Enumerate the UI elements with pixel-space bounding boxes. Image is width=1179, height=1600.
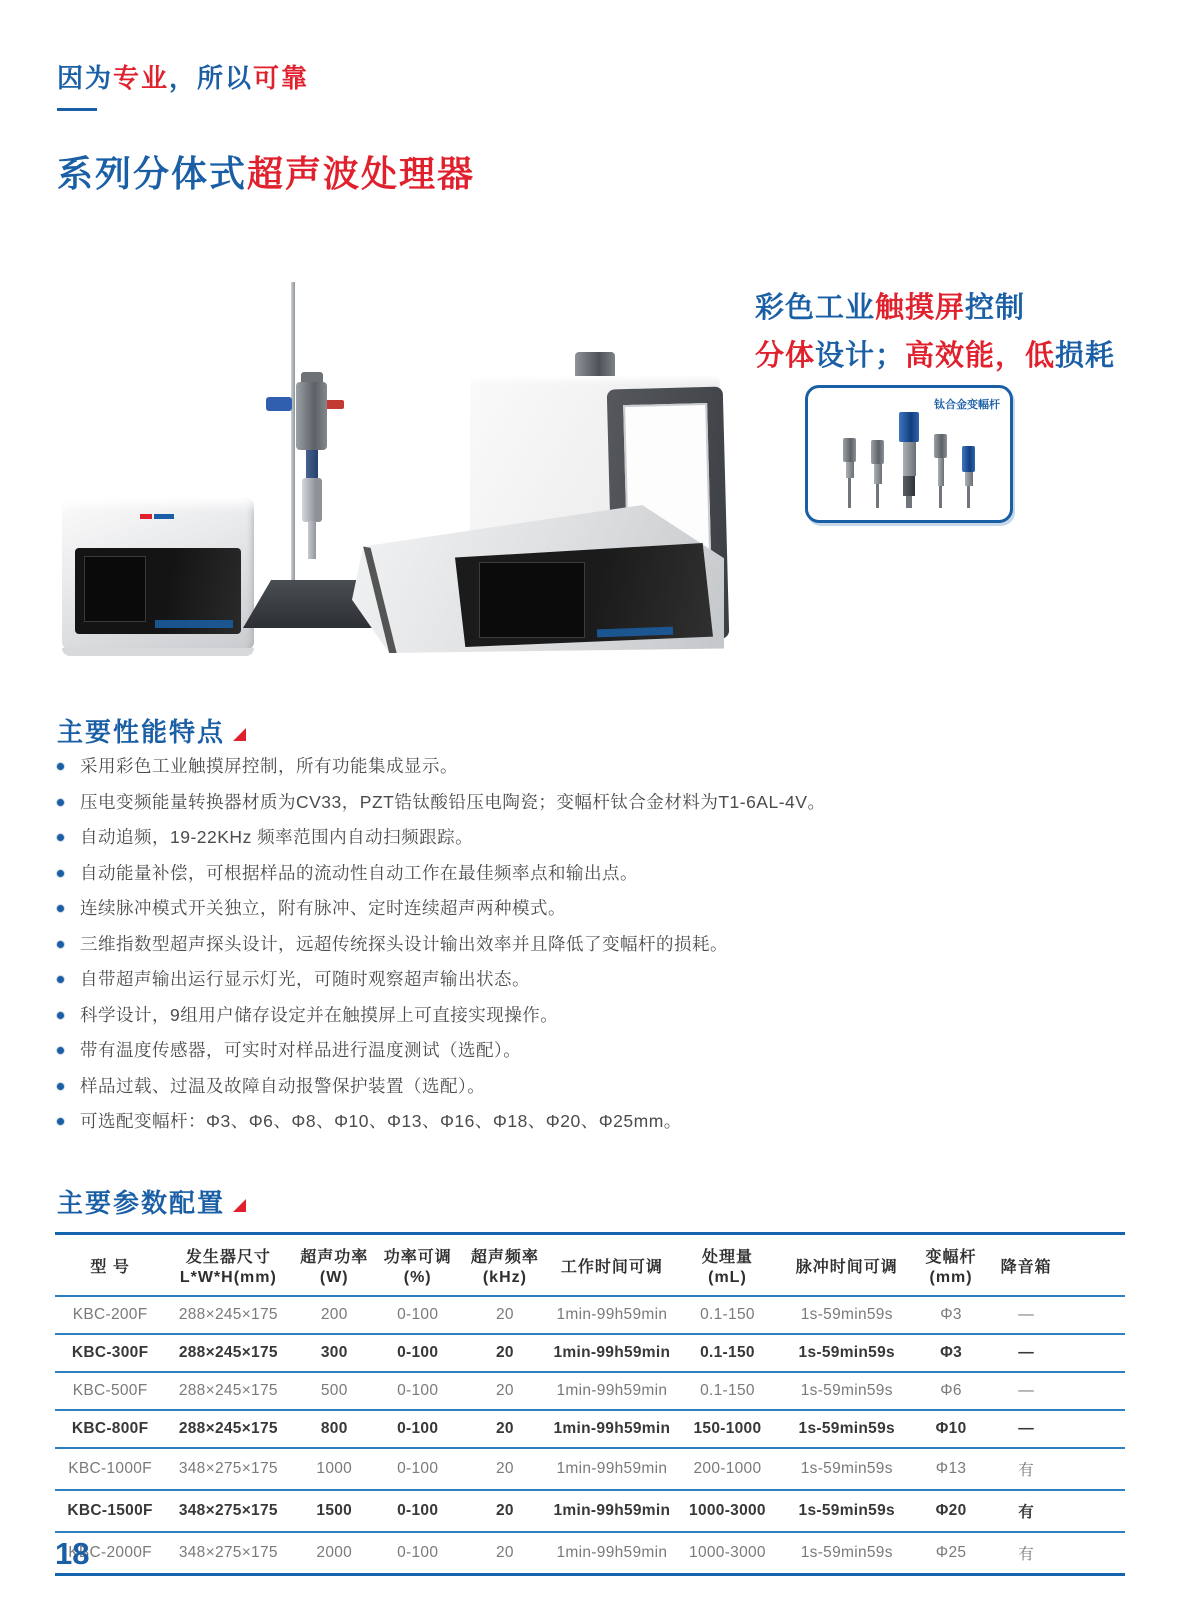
stand-rod <box>291 282 295 622</box>
table-cell: 1000-3000 <box>689 1544 766 1561</box>
text-segment: 损耗 <box>1055 340 1116 372</box>
table-cell: 0-100 <box>397 1502 439 1519</box>
table-cell: 20 <box>495 1544 514 1561</box>
probe-icon <box>871 440 884 508</box>
column-header: 工作时间可调 <box>560 1259 663 1276</box>
feature-item <box>57 756 1117 777</box>
column-header: 处理量 (mL) <box>701 1249 753 1286</box>
table-row <box>55 1372 1125 1410</box>
hero-headline <box>755 284 1115 380</box>
text-segment: 触摸屏 <box>875 292 966 324</box>
table-cell: — <box>1018 1306 1034 1323</box>
horn-upper <box>302 478 322 522</box>
feature-item <box>57 827 1117 848</box>
table-cell: 1s-59min59s <box>800 1306 893 1323</box>
hero-headline-line2 <box>755 332 1115 380</box>
table-cell: 1000 <box>316 1460 353 1477</box>
table-cell: 288×245×175 <box>178 1420 278 1437</box>
hero-headline-line1 <box>755 284 1115 332</box>
bullet-icon <box>57 870 64 877</box>
spec-table-container <box>55 1232 1125 1576</box>
generator-front-panel <box>75 548 241 634</box>
table-cell: — <box>1018 1420 1034 1437</box>
table-cell: 200 <box>320 1306 348 1323</box>
feature-text: 样品过载、过温及故障自动报警保护装置（选配）。 <box>80 1075 486 1096</box>
text-segment: 设计； <box>815 340 906 372</box>
text-segment: 可靠 <box>253 63 310 93</box>
table-cell: 0-100 <box>397 1420 439 1437</box>
feature-item <box>57 969 1117 990</box>
table-cell: Φ25 <box>935 1544 967 1561</box>
triangle-marker-icon <box>233 1199 246 1212</box>
wedge-touchscreen <box>479 562 585 638</box>
table-cell: 1s-59min59s <box>798 1420 895 1437</box>
table-cell: 20 <box>495 1306 514 1323</box>
text-segment: ，所以 <box>169 63 254 93</box>
probe-icon <box>899 412 919 508</box>
table-cell: 0-100 <box>397 1344 439 1361</box>
probe-icon <box>934 434 947 508</box>
table-cell: Φ13 <box>935 1460 967 1477</box>
table-row <box>55 1448 1125 1490</box>
table-cell: KBC-800F <box>71 1420 149 1437</box>
table-cell: 288×245×175 <box>178 1382 278 1399</box>
bullet-icon <box>57 941 64 948</box>
table-cell: 800 <box>320 1420 348 1437</box>
feature-text: 连续脉冲模式开关独立，附有脉冲、定时连续超声两种模式。 <box>80 898 566 918</box>
table-cell: 200-1000 <box>693 1460 762 1477</box>
text-segment: 专业 <box>113 63 170 93</box>
table-cell: KBC-500F <box>72 1382 148 1399</box>
feature-text: 带有温度传感器，可实时对样品进行温度测试（选配）。 <box>80 1040 522 1060</box>
touchscreen <box>84 556 146 622</box>
feature-item <box>57 1005 1117 1026</box>
bullet-icon <box>57 1012 64 1019</box>
table-cell: 0.1-150 <box>700 1382 755 1399</box>
table-cell: 1min-99h59min <box>556 1460 668 1477</box>
feature-text: 可选配变幅杆：Φ3、Φ6、Φ8、Φ10、Φ13、Φ16、Φ18、Φ20、Φ25mm。 <box>80 1111 682 1131</box>
table-row <box>55 1490 1125 1532</box>
table-cell: 1min-99h59min <box>556 1382 668 1399</box>
feature-text: 自动能量补偿，可根据样品的流动性自动工作在最佳频率点和输出点。 <box>80 862 638 883</box>
feature-item <box>57 1076 1117 1097</box>
table-cell: 1min-99h59min <box>556 1544 668 1561</box>
table-cell: 有 <box>1018 1504 1034 1521</box>
table-cell: 20 <box>495 1502 514 1519</box>
text-segment: 彩色工业 <box>755 292 876 324</box>
text-segment: 因为 <box>57 63 114 93</box>
generator-device <box>62 498 254 650</box>
transducer-neck <box>306 450 318 478</box>
text-segment: 分体 <box>755 340 816 372</box>
table-row <box>55 1410 1125 1448</box>
feature-item <box>57 863 1117 884</box>
table-cell: Φ3 <box>940 1344 963 1361</box>
table-cell: 0-100 <box>397 1460 439 1477</box>
bullet-icon <box>57 905 64 912</box>
feature-item <box>57 1040 1117 1061</box>
table-cell: 1s-59min59s <box>800 1382 893 1399</box>
feature-text: 采用彩色工业触摸屏控制，所有功能集成显示。 <box>80 756 458 776</box>
table-cell: 300 <box>320 1344 348 1361</box>
text-segment: 高效能，低 <box>905 340 1056 372</box>
features-section-heading <box>57 712 246 749</box>
bullet-icon <box>57 1118 64 1125</box>
feature-item <box>57 898 1117 919</box>
column-header: 变幅杆 (mm) <box>925 1249 977 1286</box>
generator-base <box>62 648 254 656</box>
table-cell: 20 <box>495 1420 514 1437</box>
triangle-marker-icon <box>233 728 246 741</box>
bullet-icon <box>57 763 64 770</box>
feature-text: 自带超声输出运行显示灯光，可随时观察超声输出状态。 <box>80 969 530 989</box>
bullet-icon <box>57 799 64 806</box>
table-cell: 20 <box>495 1382 514 1399</box>
table-row <box>55 1532 1125 1575</box>
table-cell: 348×275×175 <box>178 1460 278 1477</box>
table-cell: 1s-59min59s <box>800 1460 893 1477</box>
probe-tip <box>308 521 316 559</box>
table-cell: 500 <box>320 1382 348 1399</box>
horn-box-label: 钛合金变幅杆 <box>934 399 1000 411</box>
table-cell: 1min-99h59min <box>556 1306 668 1323</box>
table-cell: 1min-99h59min <box>553 1502 671 1519</box>
horn-icons <box>808 412 1010 508</box>
table-cell: KBC-300F <box>71 1344 149 1361</box>
table-cell: KBC-200F <box>72 1306 148 1323</box>
table-cell: 0-100 <box>397 1382 439 1399</box>
table-cell: Φ10 <box>935 1420 967 1437</box>
specs-heading-text: 主要参数配置 <box>57 1188 226 1218</box>
table-row <box>55 1296 1125 1334</box>
feature-item <box>57 1111 1117 1132</box>
text-segment: 超声波处理器 <box>247 153 476 194</box>
horn-options-box <box>805 385 1013 523</box>
feature-text: 科学设计，9组用户储存设定并在触摸屏上可直接实现操作。 <box>80 1004 559 1025</box>
text-segment: 系列分体式 <box>57 153 248 194</box>
feature-text: 自动追频，19-22KHz 频率范围内自动扫频跟踪。 <box>80 827 474 847</box>
feature-item <box>57 934 1117 955</box>
table-cell: — <box>1018 1382 1034 1399</box>
brand-logo <box>140 514 174 519</box>
column-header: 功率可调 (%) <box>383 1249 452 1286</box>
column-header: 降音箱 <box>1000 1259 1052 1276</box>
table-cell: 1min-99h59min <box>553 1420 671 1437</box>
table-row <box>55 1334 1125 1372</box>
table-cell: 20 <box>495 1344 514 1361</box>
feature-item <box>57 792 1117 813</box>
table-cell: KBC-2000F <box>68 1544 152 1561</box>
bullet-icon <box>57 1083 64 1090</box>
table-cell: 1s-59min59s <box>798 1344 895 1361</box>
column-header: 脉冲时间可调 <box>795 1259 898 1276</box>
table-cell: 0.1-150 <box>700 1344 755 1361</box>
spec-table <box>55 1232 1125 1576</box>
table-cell: KBC-1000F <box>68 1460 152 1477</box>
feature-list <box>57 756 1117 1147</box>
table-cell: 有 <box>1018 1546 1034 1563</box>
table-cell: 0-100 <box>397 1306 439 1323</box>
table-cell: 1min-99h59min <box>553 1344 671 1361</box>
table-cell: 288×245×175 <box>178 1344 278 1361</box>
text-segment: 控制 <box>965 292 1026 324</box>
table-cell: Φ20 <box>935 1502 967 1519</box>
bullet-icon <box>57 976 64 983</box>
feature-text: 压电变频能量转换器材质为CV33，PZT锆钛酸铅压电陶瓷；变幅杆钛合金材料为T1-6AL-4V。 <box>80 791 826 812</box>
column-header: 超声频率 (kHz) <box>470 1249 539 1286</box>
bullet-icon <box>57 1047 64 1054</box>
probe-icon <box>962 446 975 508</box>
transducer-body <box>296 382 327 450</box>
table-cell: 0.1-150 <box>700 1306 755 1323</box>
specs-section-heading <box>57 1183 246 1220</box>
features-heading-text: 主要性能特点 <box>57 717 226 747</box>
table-cell: Φ6 <box>940 1382 962 1399</box>
model-label-strip <box>155 620 233 628</box>
table-cell: 348×275×175 <box>178 1502 278 1519</box>
table-cell: 288×245×175 <box>178 1306 278 1323</box>
table-cell: KBC-1500F <box>67 1502 153 1519</box>
table-cell: 1000-3000 <box>689 1502 766 1519</box>
table-cell: 348×275×175 <box>178 1544 278 1561</box>
column-header: 型 号 <box>90 1259 130 1276</box>
table-cell: Φ3 <box>940 1306 962 1323</box>
stand-clamp <box>266 397 292 411</box>
table-cell: 有 <box>1018 1462 1034 1479</box>
feature-text: 三维指数型超声探头设计，远超传统探头设计输出效率并且降低了变幅杆的损耗。 <box>80 933 728 954</box>
table-header-row <box>55 1234 1125 1297</box>
page-number: 18 <box>55 1536 90 1571</box>
table-cell: 20 <box>495 1460 514 1477</box>
column-header: 超声功率 (W) <box>300 1249 369 1286</box>
table-cell: 2000 <box>316 1544 353 1561</box>
column-header: 发生器尺寸 L*W*H(mm) <box>179 1249 277 1286</box>
probe-icon <box>843 438 856 508</box>
table-cell: 1s-59min59s <box>798 1502 895 1519</box>
table-cell: 0-100 <box>397 1544 439 1561</box>
bullet-icon <box>57 834 64 841</box>
table-cell: 1s-59min59s <box>800 1544 893 1561</box>
table-cell: — <box>1018 1344 1034 1361</box>
table-cell: 150-1000 <box>693 1420 762 1437</box>
table-cell: 1500 <box>316 1502 353 1519</box>
